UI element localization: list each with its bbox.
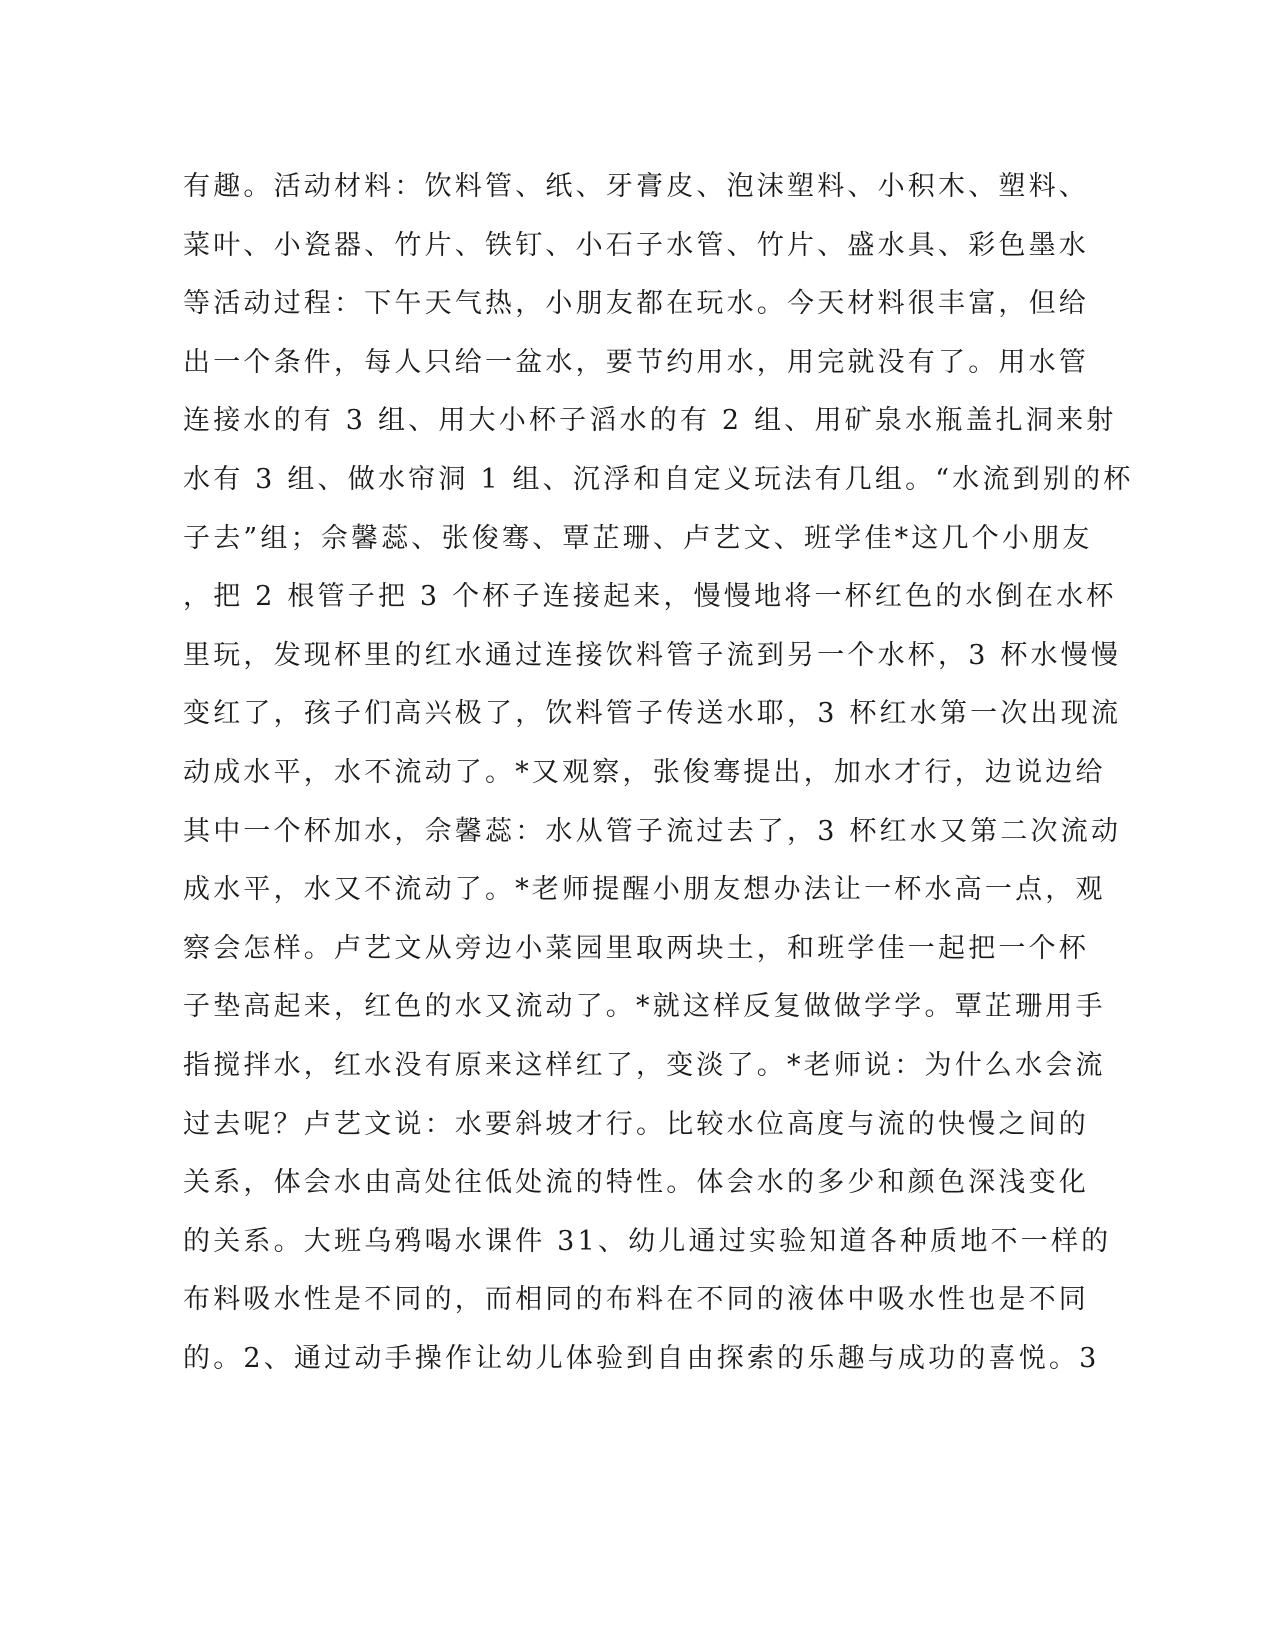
text-line: 里玩，发现杯里的红水通过连接饮料管子流到另一个水杯，3 杯水慢慢	[183, 639, 1122, 671]
text-line: 变红了，孩子们高兴极了，饮料管子传送水耶，3 杯红水第一次出现流	[183, 698, 1122, 730]
text-line: 有趣。活动材料：饮料管、纸、牙膏皮、泡沫塑料、小积木、塑料、	[183, 171, 1089, 202]
text-line: ，把 2 根管子把 3 个杯子连接起来，慢慢地将一杯红色的水倒在水杯	[183, 581, 1117, 613]
text-line: 等活动过程：下午天气热，小朋友都在玩水。今天材料很丰富，但给	[183, 288, 1089, 320]
text-line: 成水平，水又不流动了。*老师提醒小朋友想办法让一杯水高一点，观	[183, 874, 1106, 906]
text-line: 指搅拌水，红水没有原来这样红了，变淡了。*老师说：为什么水会流	[183, 1049, 1106, 1081]
text-line: 出一个条件，每人只给一盆水，要节约用水，用完就没有了。用水管	[183, 346, 1089, 378]
text-line: 过去呢？卢艺文说：水要斜坡才行。比较水位高度与流的快慢之间的	[183, 1108, 1089, 1140]
text-line: 的关系。大班乌鸦喝水课件 31、幼儿通过实验知道各种质地不一样的	[183, 1225, 1112, 1257]
text-line: 察会怎样。卢艺文从旁边小菜园里取两块土，和班学佳一起把一个杯	[183, 932, 1089, 964]
text-line: 动成水平，水不流动了。*又观察，张俊骞提出，加水才行，边说边给	[183, 756, 1106, 788]
text-line: 连接水的有 3 组、用大小杯子滔水的有 2 组、用矿泉水瓶盖扎洞来射	[183, 405, 1117, 437]
text-line: 菜叶、小瓷器、竹片、铁钉、小石子水管、竹片、盛水具、彩色墨水	[183, 229, 1089, 261]
text-line: 的。2、通过动手操作让幼儿体验到自由探索的乐趣与成功的喜悦。3	[183, 1342, 1100, 1374]
text-line: 子垫高起来，红色的水又流动了。*就这样反复做做学学。覃芷珊用手	[183, 991, 1106, 1023]
text-line: 其中一个杯加水，佘馨蕊：水从管子流过去了，3 杯红水又第二次流动	[183, 815, 1122, 847]
text-line: 布料吸水性是不同的，而相同的布料在不同的液体中吸水性也是不同	[183, 1284, 1089, 1316]
text-line: 子去”组；佘馨蕊、张俊骞、覃芷珊、卢艺文、班学佳*这几个小朋友	[183, 522, 1093, 554]
body-text	[183, 158, 1134, 1388]
text-line: 水有 3 组、做水帘洞 1 组、沉浮和自定义玩法有几组。“水流到别的杯	[183, 463, 1134, 495]
text-line: 关系，体会水由高处往低处流的特性。体会水的多少和颜色深浅变化	[183, 1167, 1089, 1199]
